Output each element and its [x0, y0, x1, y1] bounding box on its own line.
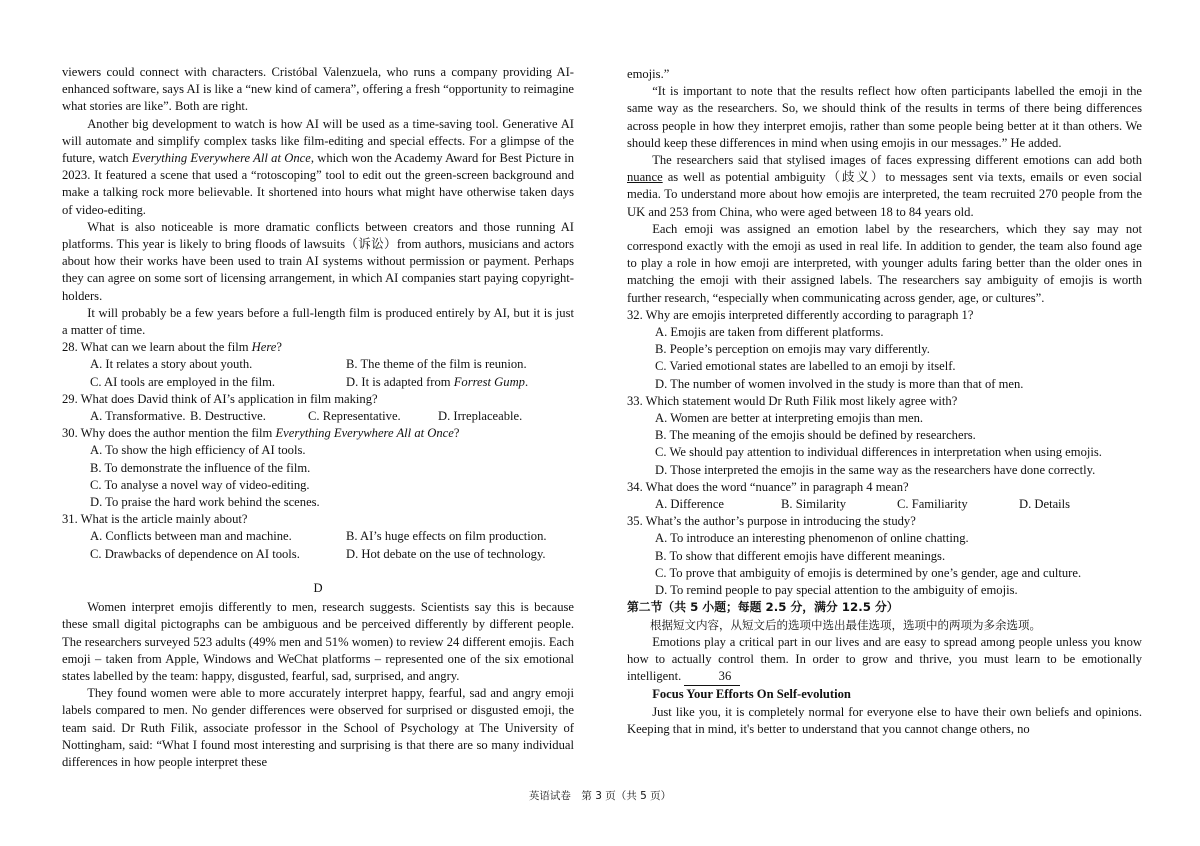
option-b: B. To demonstrate the influence of the film. [90, 460, 311, 475]
text: The researchers said that stylised images of faces expressing different emotions can add both [652, 153, 1142, 168]
option-text: . [524, 374, 529, 389]
option-b: B. The theme of the film is reunion. [346, 357, 527, 372]
option-a: A. To show the high efficiency of AI tools. [90, 443, 306, 458]
option-c: C. To analyse a novel way of video-editing. [90, 477, 310, 492]
paragraph [627, 152, 1142, 221]
option-c: C. To prove that ambiguity of emojis is determined by one’s gender, age and culture. [655, 565, 1082, 580]
paragraph: “It is important to note that the results reflect how often participants labelled the emoji in the same way as the researchers. So, we should think of the results in terms of there being differences across people in how they interpret emojis, rather than some people being better at it than others. We should keep these differences in mind when using emojis in our messages.” He added. [627, 84, 1142, 150]
option-d: D. To praise the hard work behind the scenes. [90, 495, 320, 510]
options-row [62, 546, 574, 563]
options-row [62, 528, 574, 545]
question-29: 29. What does David think of AI’s application in film making? [62, 391, 378, 406]
option-b: B. Similarity [781, 497, 847, 512]
question-30 [62, 425, 574, 442]
section-instructions: 根据短文内容，从短文后的选项中选出最佳选项，选项中的两项为多余选项。 [650, 617, 1041, 632]
option-text: D. It is adapted from [346, 374, 454, 389]
film-title: Here [251, 340, 277, 355]
option-d: D. Hot debate on the use of technology. [346, 546, 546, 561]
passage-title: D [313, 580, 323, 595]
text: , which won the Academy Award for Best Picture in 2023. It featured a scene that used a “rotoscoping” tool to edit out the green-screen background and make a talking rock more believable. It shortened into hours what might have otherwise taken days of video-editing. [62, 151, 574, 217]
film-title: Everything Everywhere All at Once [131, 151, 311, 166]
option-d: D. The number of women involved in the study is more than that of men. [655, 376, 1024, 391]
option-c: C. Varied emotional states are labelled to an emoji by itself. [655, 359, 956, 374]
option-d [346, 374, 528, 391]
options-row [627, 496, 1142, 513]
film-title: Everything Everywhere All at Once [275, 426, 454, 441]
paragraph: Just like you, it is completely normal for everyone else to have their own beliefs and opinions. Keeping that in mind, it's better to understand that you cannot change others, no [627, 704, 1142, 736]
paragraph [627, 634, 1142, 687]
question-32: 32. Why are emojis interpreted differently according to paragraph 1? [627, 307, 974, 322]
option-a: A. Transformative. [90, 409, 186, 424]
option-d: D. Those interpreted the emojis in the same way as the researchers have done correctly. [655, 462, 1096, 477]
option-c: C. Representative. [308, 409, 401, 424]
underlined-word: nuance [627, 170, 663, 185]
page-footer: 英语试卷 第 3 页（共 5 页） [528, 790, 672, 802]
option-d: D. Irreplaceable. [438, 409, 523, 424]
option-a: A. Women are better at interpreting emojis than men. [655, 411, 924, 426]
question-text: ? [453, 426, 460, 441]
question-35: 35. What’s the author’s purpose in introducing the study? [627, 514, 916, 529]
section-heading: 第二节（共 5 小题；每题 2.5 分，满分 12.5 分） [627, 600, 899, 615]
option-a: A. It relates a story about youth. [90, 357, 253, 372]
paragraph: Each emoji was assigned an emotion label by the researchers, which they say may not correspond exactly with the emoji as used in real life. In addition to gender, the team also found age to play a role in how emoji are interpreted, with younger adults faring better than the older ones in matching the emoji with their assigned labels. The researchers say ambiguity of emojis is worth further research, “especially when communicating across gender, age, or cultures”. [627, 221, 1142, 305]
option-d: D. Details [1019, 497, 1071, 512]
question-33: 33. Which statement would Dr Ruth Filik most likely agree with? [627, 393, 958, 408]
option-b: B. People’s perception on emojis may vary differently. [655, 342, 930, 357]
subheading: Focus Your Efforts On Self-evolution [652, 687, 851, 702]
question-text: ? [276, 340, 282, 355]
right-column [627, 66, 1142, 738]
option-a: A. To introduce an interesting phenomenon of online chatting. [655, 531, 969, 546]
option-b: B. Destructive. [190, 409, 266, 424]
paragraph: It will probably be a few years before a full-length film is produced entirely by AI, but it is just a matter of time. [62, 305, 574, 338]
paragraph: Women interpret emojis differently to men, research suggests. Scientists say this is because these small digital pictographs can be ambiguous and be perceived differently by different people. The researchers surveyed 523 adults (49% men and 51% women) to review 24 different emojis. Each emoji – taken from Apple, Windows and WeChat platforms – represented one of the six emotional states labelled by the team: happy, disgusted, fearful, sad, surprised, and angry. [62, 600, 574, 683]
paragraph: What is also noticeable is more dramatic conflicts between creators and those running AI platforms. This year is likely to bring floods of lawsuits（诉讼）from authors, musicians and actors about how their works have been used to train AI systems without permission or payment. Perhaps they can agree on some sort of licensing arrangement, in which AI companies start paying copyright-holders. [62, 219, 574, 303]
options-row [62, 356, 574, 373]
text: Emotions play a critical part in our lives and are easy to spread among people unless you know how to actually control them. In order to grow and thrive, you must learn to be emotionally intelligent. [627, 634, 1142, 684]
option-a: A. Emojis are taken from different platforms. [655, 325, 884, 340]
option-c: C. Familiarity [897, 497, 968, 512]
paragraph: emojis.” [627, 67, 670, 81]
paragraph [62, 116, 574, 219]
question-34: 34. What does the word “nuance” in paragraph 4 mean? [627, 479, 909, 494]
text: Another big development to watch is how AI will be used as a time-saving tool. Generative AI will automate and simplify complex tasks like film-editing and special effects. For a glimpse of the future, watch [62, 116, 574, 166]
option-a: A. Conflicts between man and machine. [90, 529, 292, 544]
left-column [62, 64, 574, 771]
question-text: 30. Why does the author mention the film [62, 426, 276, 441]
options-row [62, 408, 574, 425]
question-31: 31. What is the article mainly about? [62, 512, 248, 527]
option-b: B. To show that different emojis have different meanings. [655, 548, 946, 563]
option-b: B. The meaning of the emojis should be defined by researchers. [655, 428, 976, 443]
option-b: B. AI’s huge effects on film production. [346, 529, 547, 544]
answer-blank-36[interactable]: 36 [684, 668, 740, 686]
question-text: 28. What can we learn about the film [62, 340, 252, 355]
question-28 [62, 339, 574, 356]
option-c: C. Drawbacks of dependence on AI tools. [90, 546, 300, 561]
option-a: A. Difference [655, 497, 724, 512]
text: as well as potential ambiguity（歧义）to messages sent via texts, emails or even social media. To understand more about how emojis are interpreted, the team recruited 270 people from the UK and 253 from China, who were aged between 18 to 84 years old. [627, 170, 1142, 219]
film-title: Forrest Gump [453, 374, 525, 389]
option-d: D. To remind people to pay special attention to the ambiguity of emojis. [655, 583, 1018, 598]
paragraph: viewers could connect with characters. Cristóbal Valenzuela, who runs a company providing AI-enhanced software, says AI is like a “new kind of camera”, offering a fresh “opportunity to reimagine what stories are like”. Both are right. [62, 65, 574, 114]
option-c: C. We should pay attention to individual differences in interpretation when using emojis. [655, 445, 1102, 460]
option-c: C. AI tools are employed in the film. [90, 374, 276, 389]
paragraph: They found women were able to more accurately interpret happy, fearful, sad and angry emoji labels compared to men. No gender differences were observed for surprised or disgusted emoji, the team said. Dr Ruth Filik, associate professor in the School of Psychology at The University of Nottingham, said: “What I found most interesting and surprising is that there are so many individual differences in how people interpret these [62, 686, 574, 769]
options-row [62, 374, 574, 391]
